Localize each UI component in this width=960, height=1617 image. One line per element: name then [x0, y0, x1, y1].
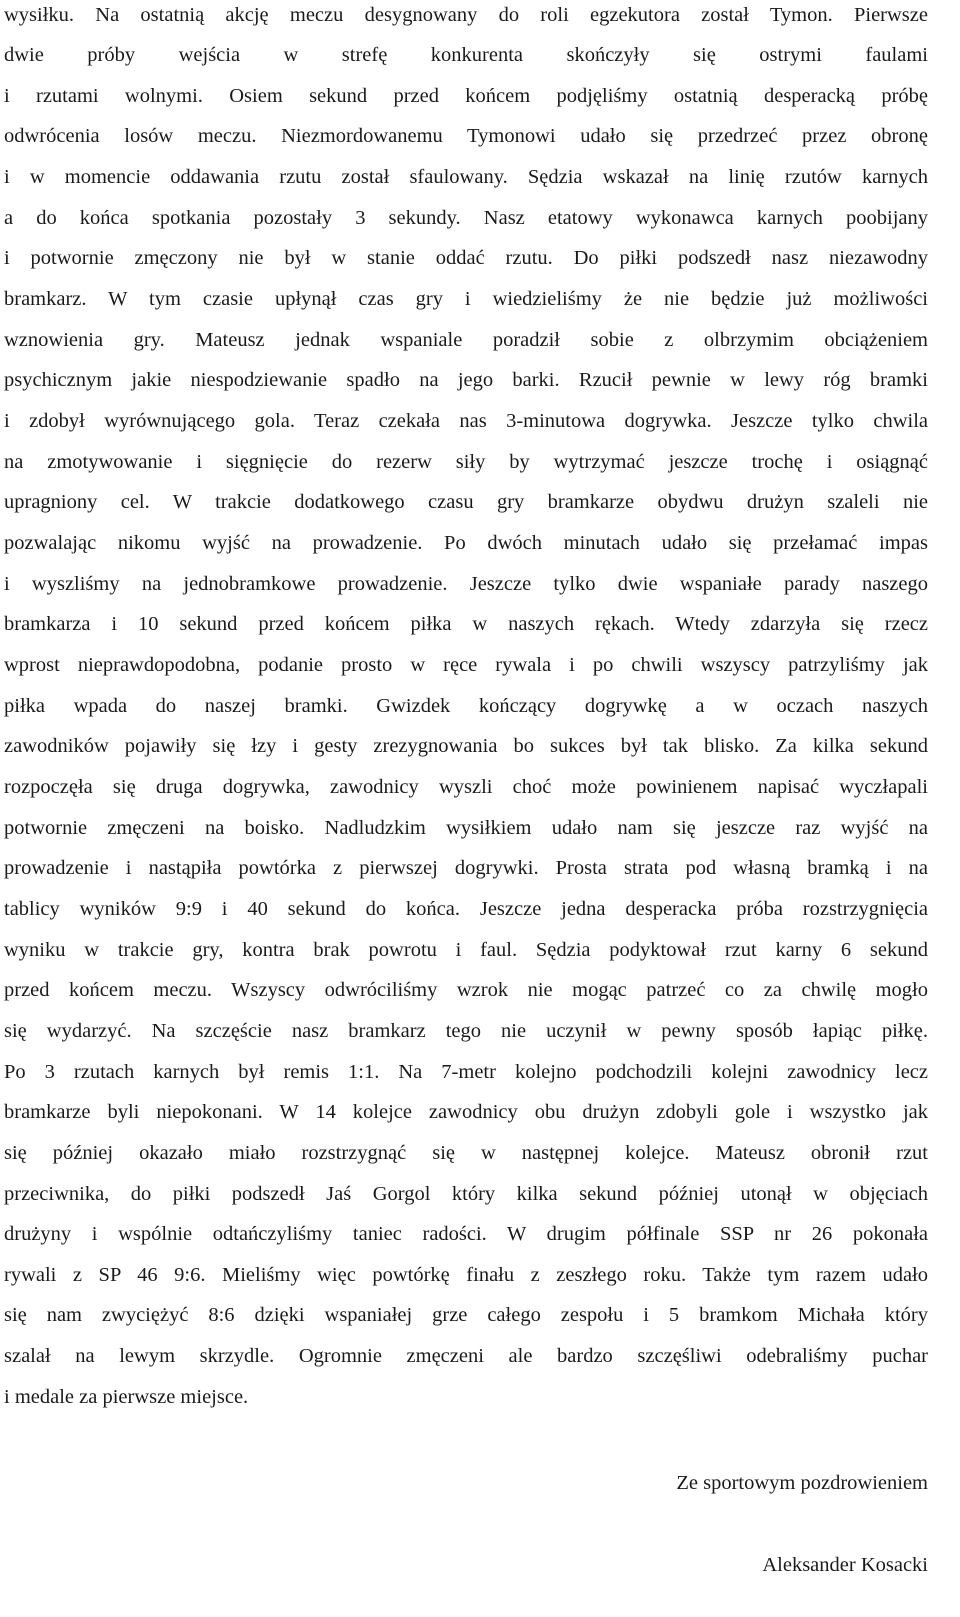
body-text-line: rozpoczęła się druga dogrywka, zawodnicy wyszli choć może powinienem napisać wyczłapali — [4, 776, 928, 798]
body-text-line: przeciwnika, do piłki podszedł Jaś Gorgol który kilka sekund później utonął w objęciach — [4, 1183, 928, 1205]
body-text-line: wprost nieprawdopodobna, podanie prosto w ręce rywala i po chwili wszyscy patrzyliśmy jak — [4, 654, 928, 676]
body-text-line: a do końca spotkania pozostały 3 sekundy. Nasz etatowy wykonawca karnych poobijany — [4, 207, 928, 229]
body-text-line: i potwornie zmęczony nie był w stanie oddać rzutu. Do piłki podszedł nasz niezawodny — [4, 247, 928, 269]
body-text-line: upragniony cel. W trakcie dodatkowego czasu gry bramkarze obydwu drużyn szaleli nie — [4, 491, 928, 513]
body-text-line: przed końcem meczu. Wszyscy odwróciliśmy wzrok nie mogąc patrzeć co za chwilę mogło — [4, 979, 928, 1001]
body-text-line: wyniku w trakcie gry, kontra brak powrotu i faul. Sędzia podyktował rzut karny 6 sekund — [4, 939, 928, 961]
body-text-line: i w momencie oddawania rzutu został sfaulowany. Sędzia wskazał na linię rzutów karnych — [4, 166, 928, 188]
body-text-line: Po 3 rzutach karnych był remis 1:1. Na 7-metr kolejno podchodzili kolejni zawodnicy lecz — [4, 1061, 928, 1083]
body-text-line: drużyny i wspólnie odtańczyliśmy taniec radości. W drugim półfinale SSP nr 26 pokonała — [4, 1223, 928, 1245]
body-text-line: zawodników pojawiły się łzy i gesty zrezygnowania bo sukces był tak blisko. Za kilka sekund — [4, 735, 928, 757]
body-text-line: piłka wpada do naszej bramki. Gwizdek kończący dogrywkę a w oczach naszych — [4, 695, 928, 717]
body-text-line: na zmotywowanie i sięgnięcie do rezerw siły by wytrzymać jeszcze trochę i osiągnąć — [4, 451, 928, 473]
body-text-line: i medale za pierwsze miejsce. — [4, 1386, 249, 1408]
body-text-line: prowadzenie i nastąpiła powtórka z pierwszej dogrywki. Prosta strata pod własną bramką i na — [4, 857, 928, 879]
body-text-line: szalał na lewym skrzydle. Ogromnie zmęczeni ale bardzo szczęśliwi odebraliśmy puchar — [4, 1345, 928, 1367]
body-text-line: bramkarza i 10 sekund przed końcem piłka w naszych rękach. Wtedy zdarzyła się rzecz — [4, 613, 928, 635]
body-text-line: odwrócenia losów meczu. Niezmordowanemu Tymonowi udało się przedrzeć przez obronę — [4, 125, 928, 147]
body-text-line: i rzutami wolnymi. Osiem sekund przed końcem podjęliśmy ostatnią desperacką próbę — [4, 85, 928, 107]
body-text-line: potwornie zmęczeni na boisko. Nadludzkim wysiłkiem udało nam się jeszcze raz wyjść na — [4, 817, 928, 839]
body-text-line: tablicy wyników 9:9 i 40 sekund do końca. Jeszcze jedna desperacka próba rozstrzygnięcia — [4, 898, 928, 920]
body-text-line: rywali z SP 46 9:6. Mieliśmy więc powtórkę finału z zeszłego roku. Także tym razem udało — [4, 1264, 928, 1286]
body-text-line: dwie próby wejścia w strefę konkurenta skończyły się ostrymi faulami — [4, 44, 928, 66]
closing-text: Ze sportowym pozdrowieniem — [676, 1472, 928, 1494]
body-text-line: się wydarzyć. Na szczęście nasz bramkarz tego nie uczynił w pewny sposób łapiąc piłkę. — [4, 1020, 928, 1042]
body-text-line: wysiłku. Na ostatnią akcję meczu desygnowany do roli egzekutora został Tymon. Pierwsze — [4, 4, 928, 26]
body-text-line: bramkarze byli niepokonani. W 14 kolejce zawodnicy obu drużyn zdobyli gole i wszystko jak — [4, 1101, 928, 1123]
body-text-line: się później okazało miało rozstrzygnąć się w następnej kolejce. Mateusz obronił rzut — [4, 1142, 928, 1164]
body-text-line: pozwalając nikomu wyjść na prowadzenie. Po dwóch minutach udało się przełamać impas — [4, 532, 928, 554]
body-text-line: i zdobył wyrównującego gola. Teraz czekała nas 3-minutowa dogrywka. Jeszcze tylko chwila — [4, 410, 928, 432]
body-text-line: bramkarz. W tym czasie upłynął czas gry i wiedzieliśmy że nie będzie już możliwości — [4, 288, 928, 310]
body-text-line: wznowienia gry. Mateusz jednak wspaniale poradził sobie z olbrzymim obciążeniem — [4, 329, 928, 351]
body-text-line: psychicznym jakie niespodziewanie spadło na jego barki. Rzucił pewnie w lewy róg bramki — [4, 369, 928, 391]
body-text-line: się nam zwyciężyć 8:6 dzięki wspaniałej grze całego zespołu i 5 bramkom Michała który — [4, 1304, 928, 1326]
body-text-line: i wyszliśmy na jednobramkowe prowadzenie. Jeszcze tylko dwie wspaniałe parady naszego — [4, 573, 928, 595]
signature-name: Aleksander Kosacki — [762, 1554, 928, 1576]
